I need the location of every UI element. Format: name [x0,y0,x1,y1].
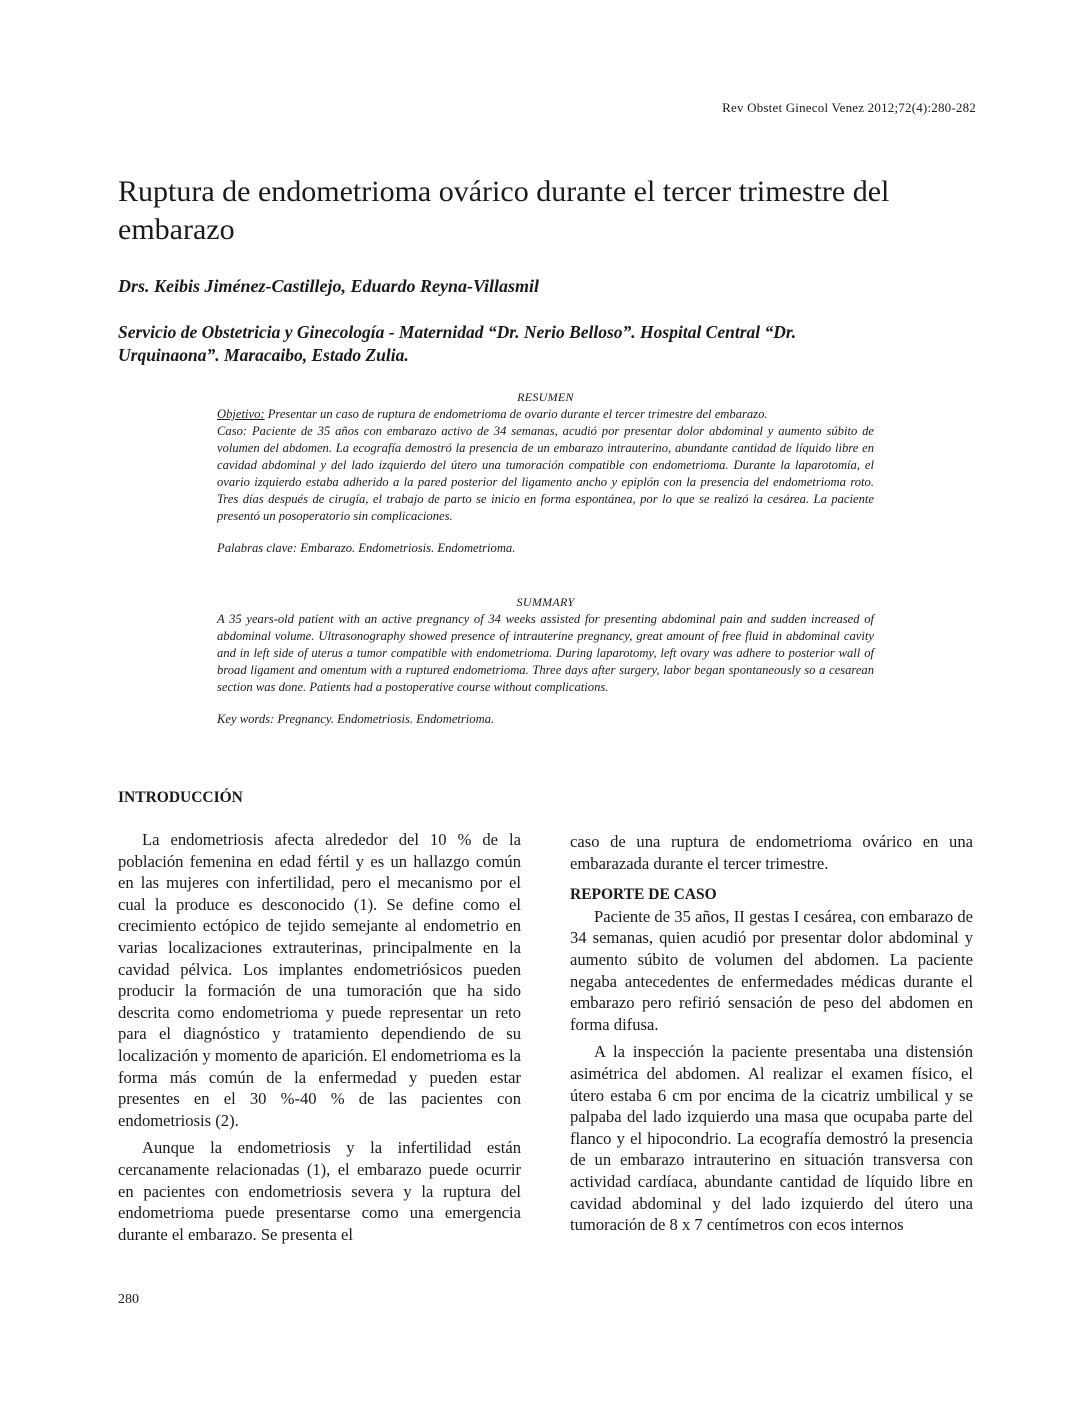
objetivo-text: Presentar un caso de ruptura de endometrioma de ovario durante el tercer trimestre del embarazo. [264,407,768,421]
affiliation: Servicio de Obstetricia y Ginecología - Maternidad “Dr. Nerio Belloso”. Hospital Central “Dr. Urquinaona”. Maracaibo, Estado Zulia. [118,322,797,365]
page-number: 280 [118,1292,139,1307]
case-paragraph-2: A la inspección la paciente presentaba una distensión asimétrica del abdomen. Al realizar el examen físico, el útero estaba 6 cm por encima de la cicatriz umbilical y se palpaba del lado izquierdo una masa que ocupaba parte del flanco y el hipocondrio. La ecografía demostró la presencia de un embarazo intrauterino en situación transversa con actividad cardíaca, abundante cantidad de líquido libre en cavidad abdominal y del lado izquierdo del útero una tumoración de 8 x 7 centímetros con ecos internos [570,1042,973,1235]
right-column [570,831,973,1242]
objetivo-label: Objetivo: [217,407,265,421]
summary-body: A 35 years-old patient with an active pregnancy of 34 weeks assisted for presenting abdominal pain and sudden increased of abdominal volume. Ultrasonography showed presence of intrauterine pregnancy, great amount of free fluid in abdominal cavity and in left side of uterus a tumor compatible with endometrioma. During laparotomy, left ovary was adhere to posterior wall of broad ligament and omentum with a ruptured endometrioma. Three days after surgery, labor began spontaneously so a cesarean section was done. Patients had a postoperative course without complications. [217,612,874,694]
journal-reference: Rev Obstet Ginecol Venez 2012;72(4):280-282 [722,100,976,115]
intro-paragraph-2: Aunque la endometriosis y la infertilidad están cercanamente relacionadas (1), el embarazo puede ocurrir en pacientes con endometriosis severa y la ruptura del endometrioma puede presentarse como una emergencia durante el embarazo. Se presenta el [118,1138,521,1244]
authors: Drs. Keibis Jiménez-Castillejo, Eduardo Reyna-Villasmil [118,276,540,296]
left-column [118,829,521,1251]
introduccion-heading: INTRODUCCIÓN [118,789,243,806]
reporte-de-caso-heading: REPORTE DE CASO [570,886,717,904]
summary-keywords: Key words: Pregnancy. Endometriosis. Endometrioma. [217,712,495,726]
resumen-objetivo [217,406,874,423]
resumen-heading: RESUMEN [517,390,574,404]
intro-paragraph-2-continued: caso de una ruptura de endometrioma ovárico en una embarazada durante el tercer trimestre. [570,832,973,873]
resumen-keywords: Palabras clave: Embarazo. Endometriosis. Endometrioma. [217,541,516,555]
resumen-abstract [217,389,874,557]
summary-abstract [217,594,874,728]
case-paragraph-1: Paciente de 35 años, II gestas I cesárea, con embarazo de 34 semanas, quien acudió por presentar dolor abdominal y aumento súbito de volumen del abdomen. La paciente negaba antecedentes de enfermedades médicas durante el embarazo pero refirió sensación de peso del abdomen en forma difusa. [570,906,973,1034]
resumen-body: Caso: Paciente de 35 años con embarazo activo de 34 semanas, acudió por presentar dolor abdominal y aumento súbito de volumen del abdomen. La ecografía demostró la presencia de un embarazo intrauterino, abundante cantidad de líquido libre en cavidad abdominal y del lado izquierdo del útero una tumoración compatible con endometrioma. Durante la laparotomía, el ovario izquierdo estaba adherido a la pared posterior del ligamento ancho y epiplón con la presencia del endometrioma roto. Tres días después de cirugía, el trabajo de parto se inicio en forma espontánea, por lo que se realizó la cesárea. La paciente presentó un posoperatorio sin complicaciones. [217,424,874,523]
summary-heading: SUMMARY [516,595,575,609]
article-title: Ruptura de endometrioma ovárico durante el tercer trimestre del embarazo [118,175,890,246]
intro-paragraph-1: La endometriosis afecta alrededor del 10 % de la población femenina en edad fértil y es un hallazgo común en las mujeres con infertilidad, pero el mecanismo por el cual la produce es desconocido (1). Se define como el crecimiento ectópico de tejido semejante al endometrio en varias localizaciones extrauterinas, principalmente en la cavidad pélvica. Los implantes endometriósicos pueden producir la formación de una tumoración que ha sido descrita como endometrioma y puede representar un reto para el diagnóstico y tratamiento dependiendo de su localización y momento de aparición. El endometrioma es la forma más común de la enfermedad y pueden estar presentes en el 30 %-40 % de las pacientes con endometriosis (2). [118,830,521,1130]
